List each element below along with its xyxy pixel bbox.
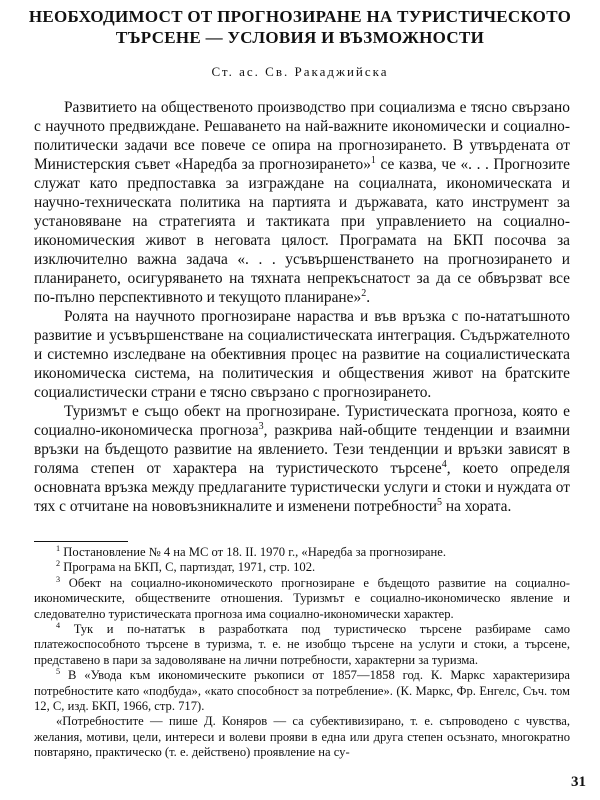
footnote-4 (34, 622, 570, 668)
paragraph-1-text-a: Развитието на общественото производство при социализма е тясно свързано с научното предвиждане. Решаването на най-важните икономически и социално-политически задачи все повече се опира на прогнозирането. В утвърдената от Министерския съвет «Наредба за прогнозирането» (34, 99, 570, 173)
footnote-3 (34, 576, 570, 622)
footnote-5 (34, 668, 570, 714)
paragraph-3-text-c: , което определя основната връзка между предлаганите туристически услуги и стоки и нуждата от тях с отчитане на нововъзникналите и изменени потребности (34, 460, 570, 515)
article-title-line-1: НЕОБХОДИМОСТ ОТ ПРОГНОЗИРАНЕ НА ТУРИСТИЧЕСКОТО (28, 7, 572, 26)
article-body (34, 98, 570, 516)
footnote-divider (34, 541, 128, 542)
footnote-ref-2: 2 (361, 287, 367, 299)
footnote-2 (34, 560, 570, 575)
footnote-ref-1: 1 (370, 154, 376, 166)
footnote-ref-5: 5 (437, 496, 443, 508)
footnote-1-number: 1 (56, 543, 61, 553)
footnote-3-text: Обект на социално-икономическото прогнозиране е бъдещото развитие на социално-икономическите, обществените отношения. Туризмът е социално-икономическо явление и следователно туристическата прогноза има социално-икономически характер. (34, 575, 570, 621)
footnote-2-number: 2 (56, 559, 61, 569)
footnotes (34, 545, 570, 761)
article-title-line-2: ТЪРСЕНЕ — УСЛОВИЯ И ВЪЗМОЖНОСТИ (115, 28, 485, 47)
footnote-5-continuation: «Потребностите — пише Д. Коняров — са субективизирано, т. е. съпроводено с чувства, желания, мотиви, цели, интереси и волеви прояви в една или друга степен осъзнато, многократно повтаряно, практическо (т. е. действено) проявление на су- (34, 714, 570, 760)
footnote-5-text: В «Увода към икономическите ръкописи от 1857—1858 год. К. Маркс характеризира потребностите като «подбуда», «като способност за потребление». (К. Маркс, Фр. Енгелс, Съч. том 12, С, изд. БКП, 1966, стр. 717). (34, 668, 570, 714)
footnote-3-number: 3 (56, 574, 61, 584)
paragraph-2: Ролята на научното прогнозиране нараства и във връзка с по-нататъшното развитие и усъвършенстване на социалистическата интеграция. Съдържателното и системно изследване на обективния процес на развитие на социалистическата икономическа система, на политическия и обществения живот на братските социалистически страни е тясно свързано с прогнозирането. (34, 308, 570, 401)
paragraph-3-text-b: , разкрива най-общите тенденции и взаимни връзки на бъдещото развитие на явлението. Тези тенденции и връзки зависят в голяма степен от характера на туристическото търсене (34, 422, 571, 477)
footnote-4-number: 4 (56, 620, 61, 630)
page-number: 31 (571, 774, 586, 790)
footnote-ref-3: 3 (258, 420, 264, 432)
author-byline: Ст. ас. Св. Ракаджийска (211, 64, 389, 79)
paragraph-3 (34, 402, 570, 516)
paragraph-3-text-a: Туризмът е също обект на прогнозиране. Туристическата прогноза, която е социално-икономическа прогноза (34, 403, 570, 439)
footnote-ref-4: 4 (441, 458, 447, 470)
footnote-1 (34, 545, 570, 560)
paragraph-3-text-d: на хората. (442, 498, 512, 515)
paragraph-1-text-b: се казва, че «. . . Прогнозите служат като предпоставка за изграждане на социалната, икономическата и научно-техническата политика на партията и държавата, като инструмент за установяване на стратегията и тактиката при управлението на социално-икономическия живот в неговата цялост. Програмата на БКП посочва за изключително важна задача «. . . усъвършенстването на прогнозирането и планирането, осигуряването на тяхната непрекъснатост за да се обвързват все по-пълно перспективното и текущото планиране» (34, 156, 570, 306)
article-title (20, 6, 580, 48)
footnote-5-number: 5 (56, 667, 61, 677)
footnote-2-text: Програма на БКП, С, партиздат, 1971, стр. 102. (60, 560, 316, 575)
footnote-1-text: Постановление № 4 на МС от 18. II. 1970 г., «Наредба за прогнозиране. (60, 545, 446, 559)
paragraph-1-text-c: . (366, 289, 371, 306)
paragraph-1 (34, 98, 570, 307)
footnote-4-text: Тук и по-нататък в разработката под туристическо търсене разбираме само платежоспособното търсене в туризма, т. е. не изобщо търсене на услуги и стоки, а търсене, представено в пари за задоволяване на лични потребности, характерни за туризма. (34, 622, 570, 667)
